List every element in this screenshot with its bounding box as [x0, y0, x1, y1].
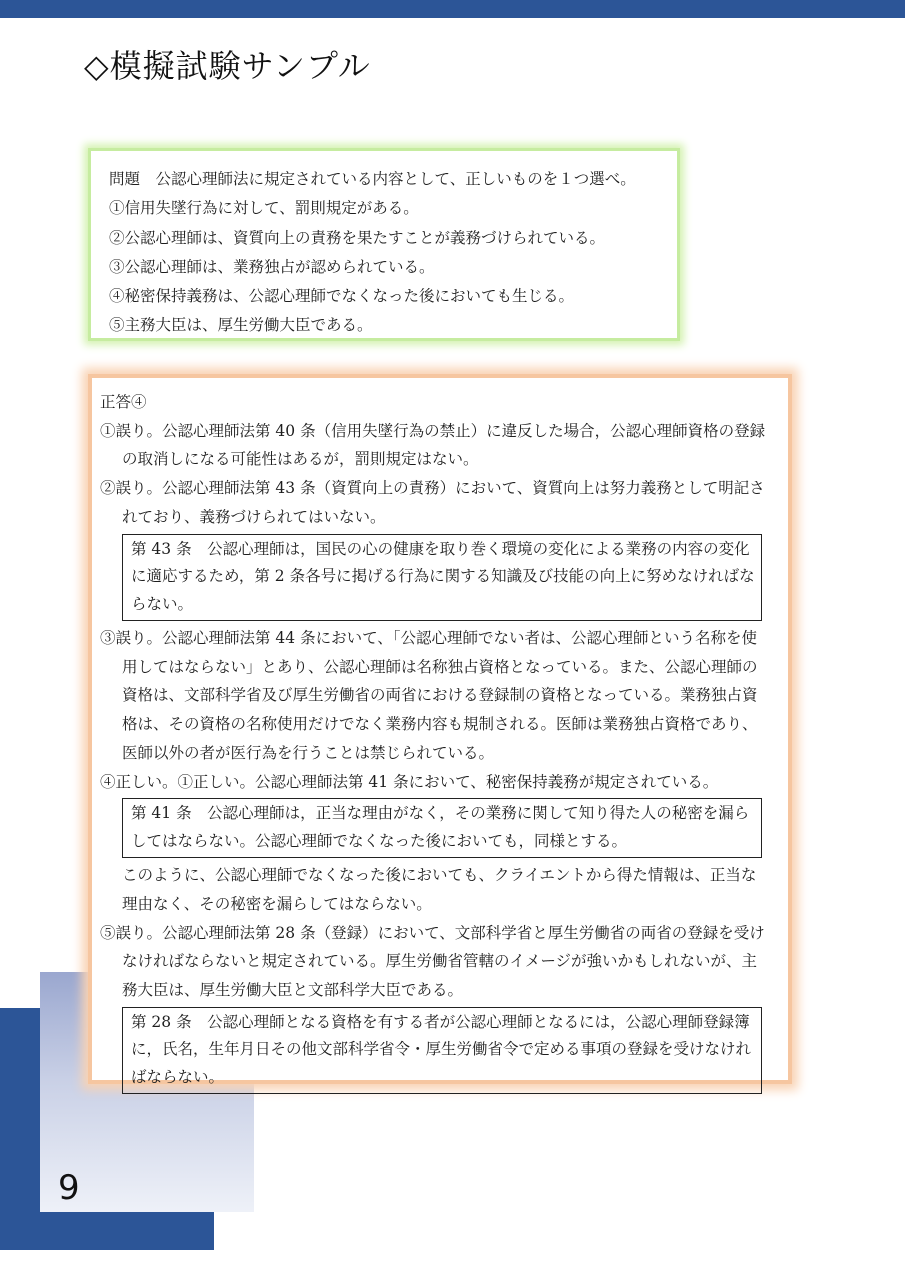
question-option-1: ①信用失墜行為に対して、罰則規定がある。: [109, 199, 419, 218]
question-prompt: 問題 公認心理師法に規定されている内容として、正しいものを１つ選べ。: [109, 170, 636, 188]
question-option-5: ⑤主務大臣は、厚生労働大臣である。: [109, 316, 373, 335]
answer-heading: 正答④: [100, 393, 147, 411]
answer-explanation-3: ③誤り。公認心理師法第 44 条において、「公認心理師でない者は、公認心理師という名称を使用してはならない」とあり、公認心理師は名称独占資格となっている。また、公認心理師の資格は、文部科学省及び厚生労働省の両省における登録制の資格となっている。業務独占資格は、その資格の名称使用だけでなく業務内容も規制される。医師は業務独占資格であり、医師以外の者が医行為を行うことは禁じられている。: [100, 629, 758, 762]
law-article-43: 第 43 条 公認心理師は，国民の心の健康を取り巻く環境の変化による業務の内容の変化に適応するため，第 2 条各号に掲げる行為に関する知識及び技能の向上に努めなければならない。: [122, 534, 762, 622]
answer-explanation-4: ④正しい。①正しい。公認心理師法第 41 条において、秘密保持義務が規定されている。: [100, 772, 719, 791]
question-box: [88, 148, 680, 341]
answer-explanation-4-note: このように、公認心理師でなくなった後においても、クライエントから得た情報は、正当な理由なく、その秘密を漏らしてはならない。: [122, 866, 757, 913]
answer-explanation-5: ⑤誤り。公認心理師法第 28 条（登録）において、文部科学省と厚生労働省の両省の登録を受けなければならないと規定されている。厚生労働省管轄のイメージが強いかもしれないが、主務大臣は、厚生労働大臣と文部科学大臣である。: [100, 923, 765, 1000]
answer-explanation-1: ①誤り。公認心理師法第 40 条（信用失墜行為の禁止）に違反した場合，公認心理師資格の登録の取消しになる可能性はあるが，罰則規定はない。: [100, 421, 766, 469]
answer-box: [88, 374, 792, 1084]
law-article-41: 第 41 条 公認心理師は，正当な理由がなく，その業務に関して知り得た人の秘密を漏らしてはならない。公認心理師でなくなった後においても，同様とする。: [122, 798, 762, 858]
question-option-2: ②公認心理師は、資質向上の責務を果たすことが義務づけられている。: [109, 228, 606, 247]
law-article-28: 第 28 条 公認心理師となる資格を有する者が公認心理師となるには，公認心理師登録簿に，氏名，生年月日その他文部科学省令・厚生労働省令で定める事項の登録を受けなければならない。: [122, 1007, 762, 1095]
page-number: 9: [58, 1168, 80, 1208]
question-option-4: ④秘密保持義務は、公認心理師でなくなった後においても生じる。: [109, 287, 575, 306]
page-title: ◇模擬試験サンプル: [84, 47, 371, 85]
question-option-3: ③公認心理師は、業務独占が認められている。: [109, 257, 435, 276]
answer-explanation-2: ②誤り。公認心理師法第 43 条（資質向上の責務）において、資質向上は努力義務として明記されており、義務づけられてはいない。: [100, 479, 765, 526]
top-accent-bar: [0, 0, 905, 18]
